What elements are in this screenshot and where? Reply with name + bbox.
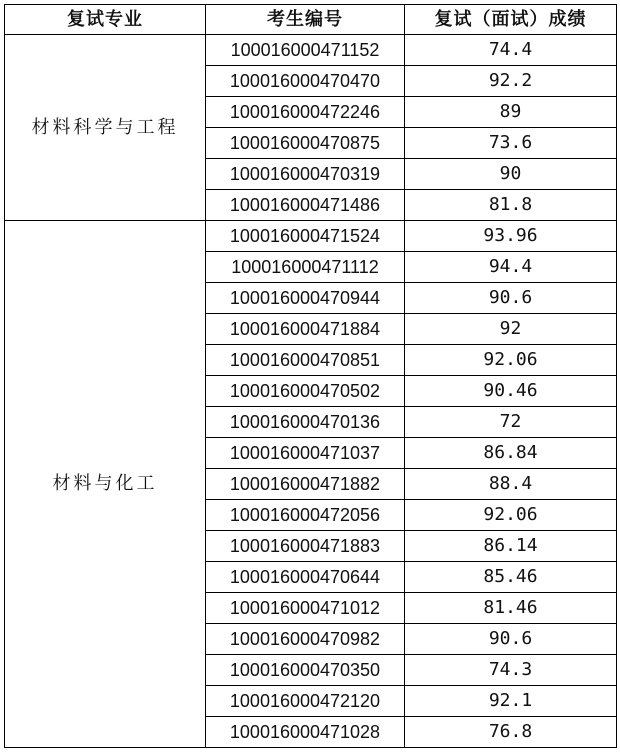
score-cell: 89 <box>405 97 617 128</box>
score-cell: 81.8 <box>405 190 617 221</box>
score-cell: 86.84 <box>405 438 617 469</box>
header-row <box>5 5 617 35</box>
candidate-id-cell: 100016000471152 <box>206 35 405 66</box>
table-body <box>5 35 617 748</box>
major-cell: 材料科学与工程 <box>5 35 206 221</box>
score-cell: 74.3 <box>405 655 617 686</box>
candidate-id-cell: 100016000470319 <box>206 159 405 190</box>
table-header <box>5 5 617 35</box>
score-cell: 85.46 <box>405 562 617 593</box>
candidate-id-cell: 100016000471882 <box>206 469 405 500</box>
candidate-id-cell: 100016000472056 <box>206 500 405 531</box>
header-major: 复试专业 <box>5 5 206 35</box>
header-score: 复试（面试）成绩 <box>405 5 617 35</box>
table-row <box>5 221 617 252</box>
candidate-id-cell: 100016000472246 <box>206 97 405 128</box>
candidate-id-cell: 100016000471012 <box>206 593 405 624</box>
table-row <box>5 35 617 66</box>
candidate-id-cell: 100016000470875 <box>206 128 405 159</box>
score-cell: 90.46 <box>405 376 617 407</box>
candidate-id-cell: 100016000471112 <box>206 252 405 283</box>
score-cell: 73.6 <box>405 128 617 159</box>
candidate-id-cell: 100016000471028 <box>206 717 405 748</box>
candidate-id-cell: 100016000471883 <box>206 531 405 562</box>
candidate-id-cell: 100016000471486 <box>206 190 405 221</box>
score-cell: 92.06 <box>405 500 617 531</box>
score-cell: 92 <box>405 314 617 345</box>
score-cell: 72 <box>405 407 617 438</box>
score-cell: 74.4 <box>405 35 617 66</box>
candidate-id-cell: 100016000470502 <box>206 376 405 407</box>
candidate-id-cell: 100016000470982 <box>206 624 405 655</box>
score-cell: 88.4 <box>405 469 617 500</box>
candidate-id-cell: 100016000471037 <box>206 438 405 469</box>
candidate-id-cell: 100016000470136 <box>206 407 405 438</box>
header-candidate-id: 考生编号 <box>206 5 405 35</box>
score-cell: 90 <box>405 159 617 190</box>
score-cell: 92.06 <box>405 345 617 376</box>
score-table <box>4 4 617 748</box>
score-cell: 90.6 <box>405 283 617 314</box>
candidate-id-cell: 100016000470644 <box>206 562 405 593</box>
score-cell: 92.2 <box>405 66 617 97</box>
candidate-id-cell: 100016000471884 <box>206 314 405 345</box>
score-cell: 90.6 <box>405 624 617 655</box>
score-cell: 76.8 <box>405 717 617 748</box>
score-cell: 92.1 <box>405 686 617 717</box>
candidate-id-cell: 100016000472120 <box>206 686 405 717</box>
candidate-id-cell: 100016000471524 <box>206 221 405 252</box>
candidate-id-cell: 100016000470851 <box>206 345 405 376</box>
candidate-id-cell: 100016000470944 <box>206 283 405 314</box>
major-cell: 材料与化工 <box>5 221 206 748</box>
candidate-id-cell: 100016000470350 <box>206 655 405 686</box>
score-cell: 94.4 <box>405 252 617 283</box>
candidate-id-cell: 100016000470470 <box>206 66 405 97</box>
score-cell: 81.46 <box>405 593 617 624</box>
score-cell: 93.96 <box>405 221 617 252</box>
score-cell: 86.14 <box>405 531 617 562</box>
